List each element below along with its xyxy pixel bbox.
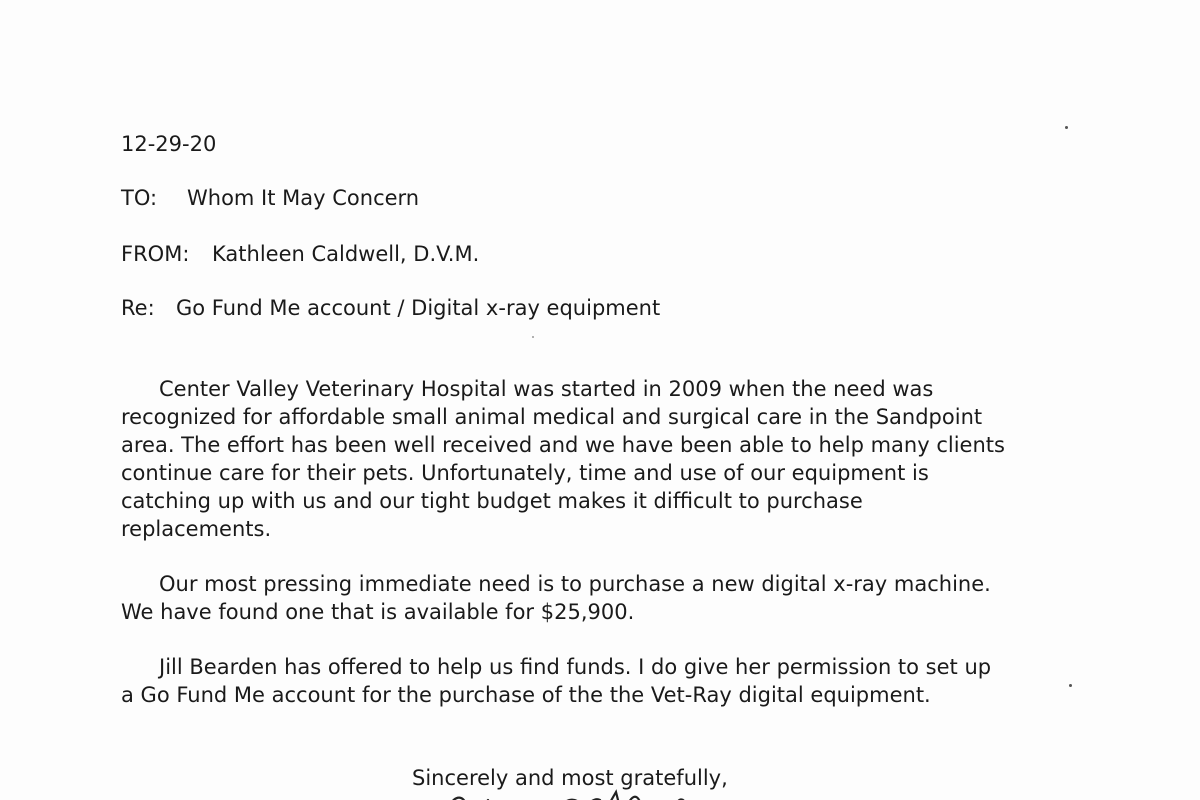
letter-date: 12-29-20 xyxy=(121,132,217,156)
paragraph-hospital-history xyxy=(121,375,1111,543)
paragraph-line: We have found one that is available for $25,900. xyxy=(121,600,635,624)
paragraph-line: Our most pressing immediate need is to purchase a new digital x-ray machine. xyxy=(159,572,991,596)
subject-line xyxy=(121,294,660,322)
scan-speck xyxy=(1069,684,1072,687)
scan-speck xyxy=(532,336,534,338)
paragraph-line: Jill Bearden has offered to help us find funds. I do give her permission to set up xyxy=(159,655,992,679)
from-value: Kathleen Caldwell, D.V.M. xyxy=(212,242,480,266)
paragraph-line: Center Valley Veterinary Hospital was started in 2009 when the need was xyxy=(159,377,934,401)
from-line xyxy=(121,240,479,268)
scan-speck xyxy=(1065,126,1068,129)
paragraph-line: replacements. xyxy=(121,517,272,541)
to-value: Whom It May Concern xyxy=(187,186,420,210)
handwritten-signature xyxy=(440,782,740,800)
to-label: TO: xyxy=(121,186,158,210)
from-label: FROM: xyxy=(121,242,190,266)
paragraph-permission xyxy=(121,653,1111,709)
to-line xyxy=(121,184,419,212)
subject-value: Go Fund Me account / Digital x-ray equipment xyxy=(176,296,661,320)
paragraph-line: recognized for affordable small animal medical and surgical care in the Sandpoint xyxy=(121,405,983,429)
paragraph-line: a Go Fund Me account for the purchase of the the Vet-Ray digital equipment. xyxy=(121,683,931,707)
closing-line: Sincerely and most gratefully, xyxy=(412,766,728,790)
paragraph-line: catching up with us and our tight budget makes it difficult to purchase xyxy=(121,489,863,513)
subject-label: Re: xyxy=(121,296,155,320)
paragraph-line: continue care for their pets. Unfortunately, time and use of our equipment is xyxy=(121,461,929,485)
paragraph-equipment-need xyxy=(121,570,1111,626)
paragraph-line: area. The effort has been well received and we have been able to help many clients xyxy=(121,433,1005,457)
